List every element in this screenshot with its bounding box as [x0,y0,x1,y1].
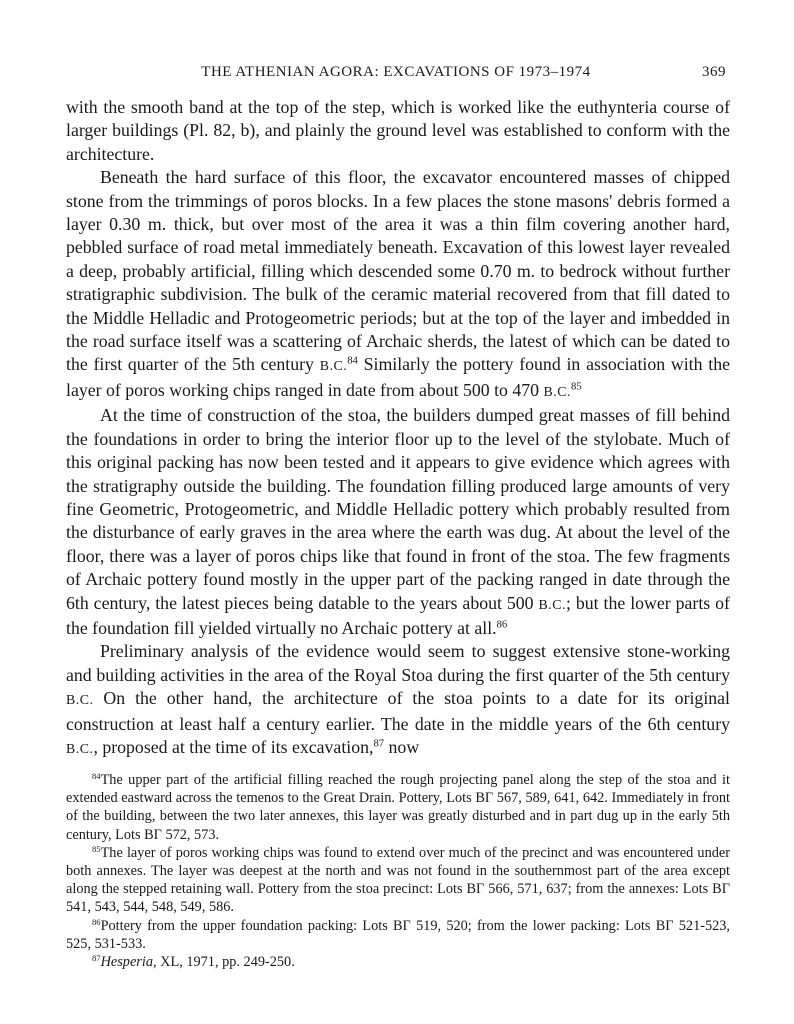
footnote-text: The upper part of the artificial filling reached the rough projecting panel along the step of the stoa and it extended eastward across the temenos to the Great Drain. Pottery, Lots ΒΓ 567, 589, 641, 642. Immediately in front of the building, between the two later annexes, this layer was greatly disturbed and in part dug up in the early 5th century, Lots ΒΓ 572, 573. [66,772,730,843]
running-head-title: THE ATHENIAN AGORA: EXCAVATIONS OF 1973–1974 [201,64,591,80]
footnotes [66,771,730,971]
footnote-ref-85[interactable]: 85 [570,380,582,393]
paragraph-4-text-c: , proposed at the time of its excavation, [93,736,374,757]
paragraph-2-text-b: Similarly the pottery found in association with the layer of poros working chips ranged in date from about 500 to 470 [66,354,730,400]
footnote-86 [66,917,730,953]
bc-abbrev: B.C. [66,741,94,757]
paragraph-3-text-a: At the time of construction of the stoa, the builders dumped great masses of fill behind the foundations in order to bring the interior floor up to the level of the stylobate. Much of this original packing has now been tested and it appears to give evidence which agrees with the stratigraphy outside the building. The foundation filling produced large amounts of very fine Geometric, Protogeometric, and Middle Helladic pottery which probably resulted from the disturbance of early graves in the area where the earth was dug. At about the level of the floor, there was a layer of poros chips like that found in front of the stoa. The few fragments of Archaic pottery found mostly in the upper part of the packing ranged in date through the 6th century, the latest pieces being datable to the years about 500 [66,405,730,613]
footnote-ref-84[interactable]: 84 [347,355,358,368]
bc-abbrev: B.C. [538,597,566,613]
footnote-text: The layer of poros working chips was found to extend over much of the precinct and was encountered under both annexes. The layer was deepest at the north and was not found in the southernmost part of the area except along the stepped retaining wall. Pottery from the stoa precinct: Lots ΒΓ 566, 571, 637; from the annexes: Lots ΒΓ 541, 543, 544, 548, 549, 586. [66,844,730,916]
footnote-85 [66,844,730,917]
paragraph-1-text: with the smooth band at the top of the step, which is worked like the euthynteria course of larger buildings (Pl. 82, b), and plainly the ground level was established to conform with the architecture. [66,97,730,164]
footnote-84 [66,771,730,844]
paragraph-3-text-b: ; but the lower parts of the foundation fill yielded virtually no Archaic pottery at all. [66,592,730,638]
paragraph-1 [66,96,730,166]
paragraph-2-text-a: Beneath the hard surface of this floor, the excavator encountered masses of chipped stone from the trimmings of poros blocks. In a few places the stone masons' debris formed a layer 0.30 m. thick, but over most of the area it was a thin film covering another hard, pebbled surface of road metal immediately beneath. Excavation of this lowest layer revealed a deep, probably artificial, filling which descended some 0.70 m. to bedrock without further stratigraphic subdivision. The bulk of the ceramic material recovered from that fill dated to the Middle Helladic and Protogeometric periods; but at the top of the layer and imbedded in the road surface itself was a scattering of Archaic sherds, the latest of which can be dated to the first quarter of the 5th century [66,167,730,375]
paragraph-3 [66,404,730,640]
paragraph-2 [66,166,730,404]
footnote-number: 86 [92,916,101,927]
footnote-text: Pottery from the upper foundation packing: Lots ΒΓ 519, 520; from the lower packing: Lots ΒΓ 521-523, 525, 531-533. [66,917,730,952]
running-head [66,64,726,81]
page-number: 369 [702,64,726,80]
bc-abbrev: B.C. [319,359,348,375]
paragraph-4-text-d: now [384,736,420,757]
footnote-number: 87 [92,952,101,963]
paragraph-4-text-b: On the other hand, the architecture of the stoa points to a date for its original construction at least half a century earlier. The date in the middle years of the 6th century [66,688,730,734]
footnote-ref-86[interactable]: 86 [496,618,508,631]
bc-abbrev: B.C. [543,384,571,400]
bc-abbrev: B.C. [66,693,94,709]
journal-title: Hesperia, [100,954,157,971]
footnote-number: 85 [92,843,101,854]
footnote-number: 84 [92,770,101,781]
footnote-text: XL, 1971, pp. 249-250. [156,954,295,971]
paragraph-4-text-a: Preliminary analysis of the evidence would seem to suggest extensive stone-working and building activities in the area of the Royal Stoa during the first quarter of the 5th century [66,641,730,685]
body-text [66,96,730,761]
footnote-87 [66,953,730,971]
footnote-ref-87[interactable]: 87 [373,737,385,750]
paragraph-4 [66,640,730,761]
